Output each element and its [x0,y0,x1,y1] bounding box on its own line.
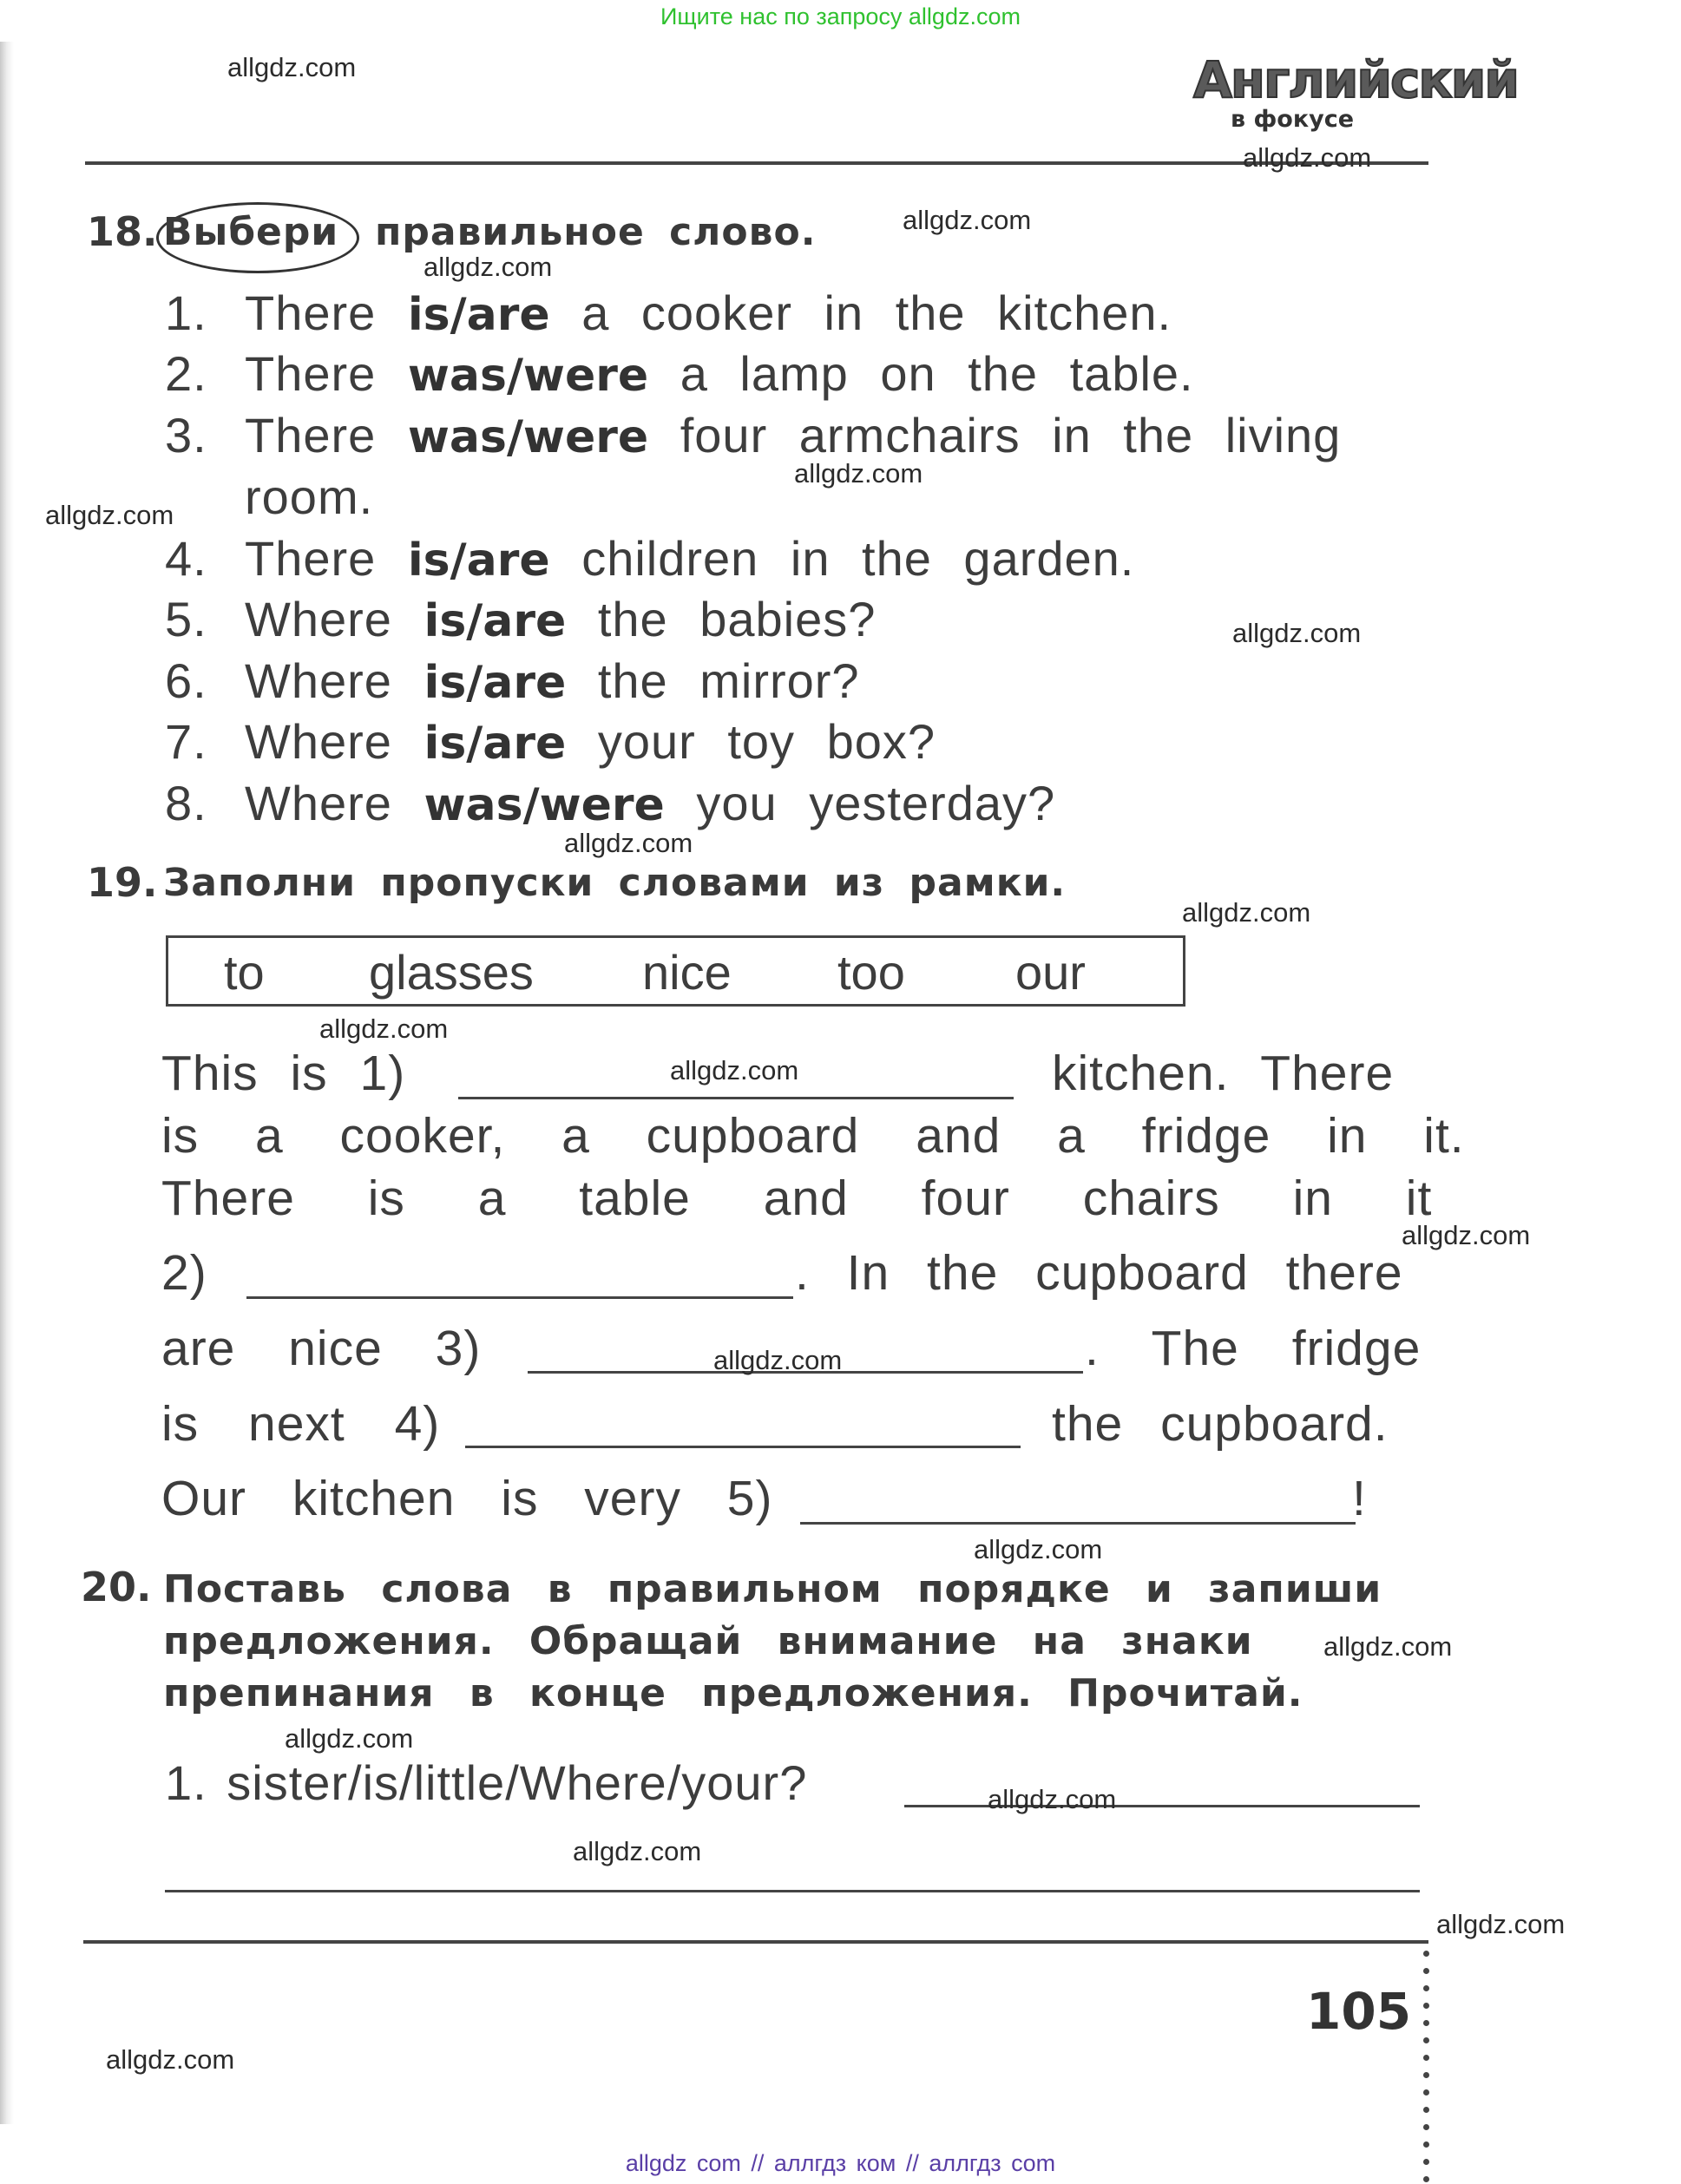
item-rest: your toy box? [597,714,936,769]
edge-dot [1423,2089,1429,2095]
box-word-to: to [224,945,265,1000]
item-lead-word: Where [245,776,392,830]
choice-options[interactable]: was/were [424,779,665,831]
text-line-7b: ! [1352,1471,1367,1526]
watermark[interactable]: allgdz.com [319,1013,449,1044]
exercise-18-item [165,591,876,647]
item-number: 7. [165,714,207,769]
answer-blank-1[interactable] [458,1097,1014,1099]
watermark[interactable]: allgdz.com [988,1784,1117,1814]
watermark[interactable]: allgdz.com [974,1534,1103,1564]
item-rest: the babies? [597,592,877,646]
choice-options[interactable]: is/are [407,289,550,341]
choice-options[interactable]: is/are [407,535,550,587]
watermark[interactable]: allgdz.com [45,500,174,530]
text-line-1a: This is 1) [161,1046,406,1101]
exercise-18-item [165,530,1134,587]
item-number: 4. [165,531,207,586]
box-word-nice: nice [642,945,732,1000]
exercise-18-item [165,469,373,525]
item-rest: four armchairs in the living [680,408,1342,462]
exercise-20-title-line-3: препинания в конце предложения. Прочитай. [163,1671,1303,1715]
exercise-20-title-line-1: Поставь слова в правильном порядке и запиши [163,1567,1382,1611]
watermark[interactable]: allgdz.com [670,1055,799,1085]
exercise-18-item [165,653,860,709]
exercise-18-item [165,713,936,770]
edge-dot [1423,2037,1429,2043]
item-number: 6. [165,653,207,708]
item-lead-word: There [245,346,377,401]
exercise-20-title-line-2: предложения. Обращай внимание на знаки [163,1619,1253,1663]
exercise-20-number: 20. [81,1564,152,1610]
answer-line-20-1a[interactable] [904,1805,1420,1807]
exercise-18-title: правильное слово. [375,210,817,254]
item-lead-word: There [245,408,377,462]
footer-rule [83,1940,1428,1944]
edge-dot [1423,2072,1429,2078]
text-line-4a: 2) [161,1245,207,1301]
book-logo-subtitle: в фокусе [1231,106,1355,133]
text-line-2: is a cooker, a cupboard and a fridge in it. [161,1108,1465,1164]
watermark[interactable]: allgdz.com [794,458,923,489]
item-lead-word: Where [245,592,392,646]
choice-options[interactable]: is/are [424,718,567,770]
item-lead-word: There [245,285,377,340]
exercise-19-number: 19. [87,859,158,906]
watermark[interactable]: allgdz.com [713,1345,843,1375]
bottom-banner[interactable]: allgdz com // аллгдз ком // аллгдз com [625,2150,1056,2176]
item-rest: you yesterday? [696,776,1056,830]
choice-options[interactable]: was/were [407,411,649,463]
answer-blank-2[interactable] [246,1296,793,1299]
top-banner[interactable]: Ищите нас по запросу allgdz.com [660,3,1021,30]
item-number: 1. [165,285,207,340]
text-line-1b: kitchen. There [1052,1046,1395,1101]
answer-line-20-1b[interactable] [165,1890,1420,1892]
item-rest: the mirror? [597,653,860,708]
edge-dot [1423,2107,1429,2113]
item-lead-word: Where [245,653,392,708]
box-word-glasses: glasses [369,945,534,1000]
watermark[interactable]: allgdz.com [1402,1220,1531,1250]
watermark[interactable]: allgdz.com [106,2044,235,2075]
edge-dot [1423,2124,1429,2130]
item-rest: a lamp on the table. [680,346,1194,401]
answer-blank-5[interactable] [800,1522,1356,1525]
item-number: 5. [165,592,207,646]
item-number: 2. [165,346,207,401]
watermark[interactable]: allgdz.com [564,828,693,858]
edge-dot [1423,2055,1429,2061]
choice-options[interactable]: was/were [407,350,649,402]
watermark[interactable]: allgdz.com [1182,897,1311,928]
box-word-too: too [837,945,905,1000]
item-number: 3. [165,408,207,462]
item-lead-word: room. [245,469,374,524]
item-rest: children in the garden. [581,531,1135,586]
book-logo: Английский [1193,50,1519,109]
edge-dot [1423,2141,1429,2148]
item-lead-word: Where [245,714,392,769]
text-line-6a: is next 4) [161,1396,441,1452]
edge-dot [1423,1951,1429,1957]
exercise-18-title-circled: Выбери [163,210,339,254]
watermark[interactable]: allgdz.com [1232,618,1362,648]
text-line-5b: . The fridge [1085,1321,1422,1376]
page-edge-shadow [0,42,14,2124]
exercise-18-item [165,407,1341,463]
watermark[interactable]: allgdz.com [573,1836,702,1866]
choice-options[interactable]: is/are [424,657,567,709]
edge-dot [1423,2003,1429,2009]
watermark[interactable]: allgdz.com [227,52,357,82]
text-line-3: There is a table and four chairs in it [161,1171,1433,1226]
watermark[interactable]: allgdz.com [424,252,553,282]
watermark[interactable]: allgdz.com [1323,1631,1453,1662]
exercise-18-item [165,285,1172,341]
choice-options[interactable]: is/are [424,595,567,647]
edge-dot [1423,1985,1429,1991]
exercise-19-title: Заполни пропуски словами из рамки. [163,861,1067,905]
item-number: 8. [165,776,207,830]
edge-dot [1423,1968,1429,1974]
page-number: 105 [1306,1982,1412,2041]
edge-dot [1423,2020,1429,2026]
exercise-18-item [165,345,1194,402]
watermark[interactable]: allgdz.com [903,205,1032,235]
item-rest: a cooker in the kitchen. [581,285,1172,340]
header-rule [85,161,1428,165]
exercise-18-item [165,775,1055,831]
watermark[interactable]: allgdz.com [1243,142,1372,173]
edge-dot [1423,2176,1429,2182]
exercise-18-number: 18. [87,208,158,255]
box-word-our: our [1015,945,1086,1000]
text-line-4b: . In the cupboard there [795,1245,1403,1301]
answer-blank-4[interactable] [465,1446,1021,1448]
watermark[interactable]: allgdz.com [285,1723,414,1754]
text-line-6b: the cupboard. [1052,1396,1389,1452]
text-line-5a: are nice 3) [161,1321,482,1376]
exercise-20-item-1: 1. sister/is/little/Where/your? [165,1755,808,1810]
item-lead-word: There [245,531,377,586]
watermark[interactable]: allgdz.com [1436,1909,1566,1939]
text-line-7a: Our kitchen is very 5) [161,1471,773,1526]
